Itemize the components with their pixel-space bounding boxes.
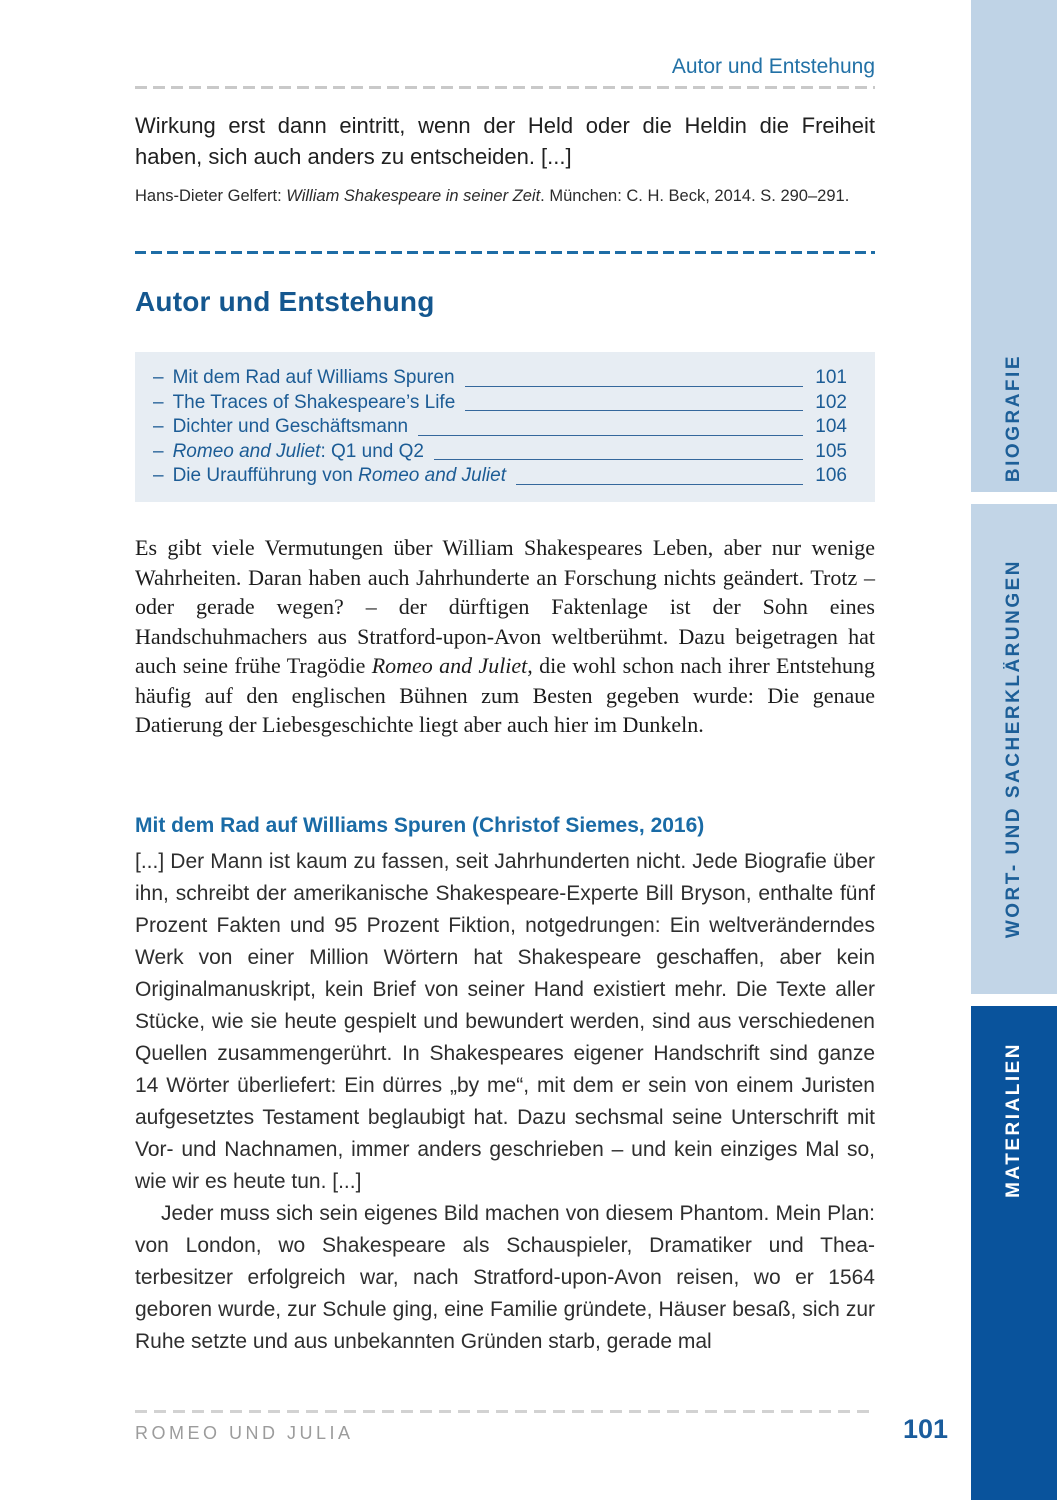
- sidebar-tab-label: BIOGRAFIE: [1003, 353, 1024, 482]
- intro-paragraph: Es gibt viele Vermutungen über William Shakespeares Leben, aber nur wenige Wahrheiten. Daran haben auch Jahrhunderte an Forschung nichts geändert. Trotz – oder gerade wegen? – der dürftigen Faktenlage ist der Sohn eines Handschuhmachers aus Stratford-upon-Avon weltberühmt. Dazu beigetragen hat auch seine frühe Tragödie Romeo and Juliet, die wohl schon nach ihrer Entstehung häufig auf den englischen Bühnen zum Besten gegeben wurde: Die genaue Datierung der Liebesgeschichte liegt aber auch hier im Dunkeln.: [135, 535, 875, 737]
- toc-item[interactable]: [153, 416, 847, 441]
- running-header-section-label: Autor und Entstehung: [671, 55, 875, 78]
- toc-page-number: 105: [815, 440, 847, 462]
- quote-paragraph: Wirkung erst dann eintritt, wenn der Held oder die Heldin die Freiheit haben, sich auch anders zu entscheiden. [...]: [135, 113, 875, 169]
- excerpt-paragraph-2: Jeder muss sich sein eigenes Bild machen von diesem Phantom. Mein Plan: von London, wo Shakespeare als Schauspieler, Dramatiker und Theaterbesitzer erfolgreich war, nach Stratford-upon-Avon reisen, wo er 1564 geboren wurde, zur Schule ging, eine Familie gründete, Häuser besaß, sich zur Ruhe setzte und aus unbekannten Gründen starb, gerade mal: [135, 1202, 875, 1353]
- toc-item-label: Romeo and Juliet: Q1 und Q2: [172, 440, 424, 462]
- toc-item[interactable]: [153, 367, 847, 392]
- toc-page-number: 104: [815, 416, 847, 437]
- toc-page-number: 102: [815, 391, 847, 413]
- excerpt-paragraph-1: [...] Der Mann ist kaum zu fassen, seit Jahrhunderten nicht. Jede Biografie über ihn, schreibt der amerikanische Shakespeare-Experte Bill Bryson, enthalte fünf Prozent Fakten und 95 Prozent Fiktion, notgedrungen: Ein weltveränderndes Werk von einer Million Wörtern hat Shakespeare geschaffen, aber kein Originalmanuskript, kein Brief von seiner Hand existiert mehr. Die Texte aller Stücke, wie sie heute gespielt und bewundert werden, sind aus verschiedenen Quellen zusammengerührt. In Shakespeares eigener Handschrift sind ganze 14 Wörter überliefert: Ein dürres „by me“, mit dem er sein von einem Juristen aufgesetztes Testament beglaubigt hat. Dazu sechsmal seine Unterschrift mit Vor- und Nachnamen, immer anders geschrieben – und kein einziges Mal so, wie wir es heute tun. [...]: [135, 850, 875, 1193]
- toc-item[interactable]: [153, 441, 847, 466]
- source-citation: Hans-Dieter Gelfert: William Shakespeare in seiner Zeit. München: C. H. Beck, 2014. S. 290–291.: [135, 187, 850, 205]
- toc-item-label: Die Uraufführung von Romeo and Juliet: [172, 465, 506, 486]
- toc-page-number: 101: [815, 367, 847, 388]
- chapter-toc-box: [135, 352, 875, 502]
- toc-item[interactable]: [153, 392, 847, 417]
- toc-bullet: –: [153, 416, 164, 437]
- subsection-heading: Mit dem Rad auf Williams Spuren (Christof Siemes, 2016): [135, 814, 705, 837]
- sidebar-tab-label: MATERIALIEN: [1003, 1042, 1024, 1198]
- toc-bullet: –: [153, 465, 164, 486]
- toc-bullet: –: [153, 367, 164, 388]
- sidebar-tab-materialien[interactable]: [971, 1006, 1057, 1500]
- sidebar-tab-wort-und-sacherklaerungen[interactable]: [971, 504, 1057, 994]
- sidebar-tab-biografie[interactable]: [971, 0, 1057, 492]
- toc-item-label: The Traces of Shakespeare’s Life: [172, 391, 456, 413]
- toc-bullet: –: [153, 391, 164, 413]
- toc-leader-line: [465, 410, 803, 411]
- toc-leader-line: [418, 435, 803, 436]
- toc-page-number: 106: [815, 465, 847, 486]
- toc-item-label: Dichter und Geschäftsmann: [172, 416, 409, 437]
- toc-leader-line: [465, 386, 803, 387]
- footer-dashed-divider: [135, 1410, 875, 1413]
- chapter-title: Autor und Entstehung: [135, 286, 435, 317]
- sidebar-tab-label: WORT- UND SACHERKLÄRUNGEN: [1003, 559, 1024, 939]
- header-dashed-divider: [135, 86, 875, 89]
- toc-leader-line: [516, 484, 803, 485]
- toc-bullet: –: [153, 440, 164, 462]
- chapter-dashed-divider: [135, 251, 875, 254]
- toc-item-label: Mit dem Rad auf Williams Spuren: [172, 367, 455, 388]
- toc-item[interactable]: [153, 465, 847, 490]
- excerpt-text-block: [135, 846, 875, 1358]
- footer-book-title: ROMEO UND JULIA: [135, 1423, 354, 1443]
- page-number: 101: [902, 1414, 948, 1444]
- toc-leader-line: [434, 459, 803, 460]
